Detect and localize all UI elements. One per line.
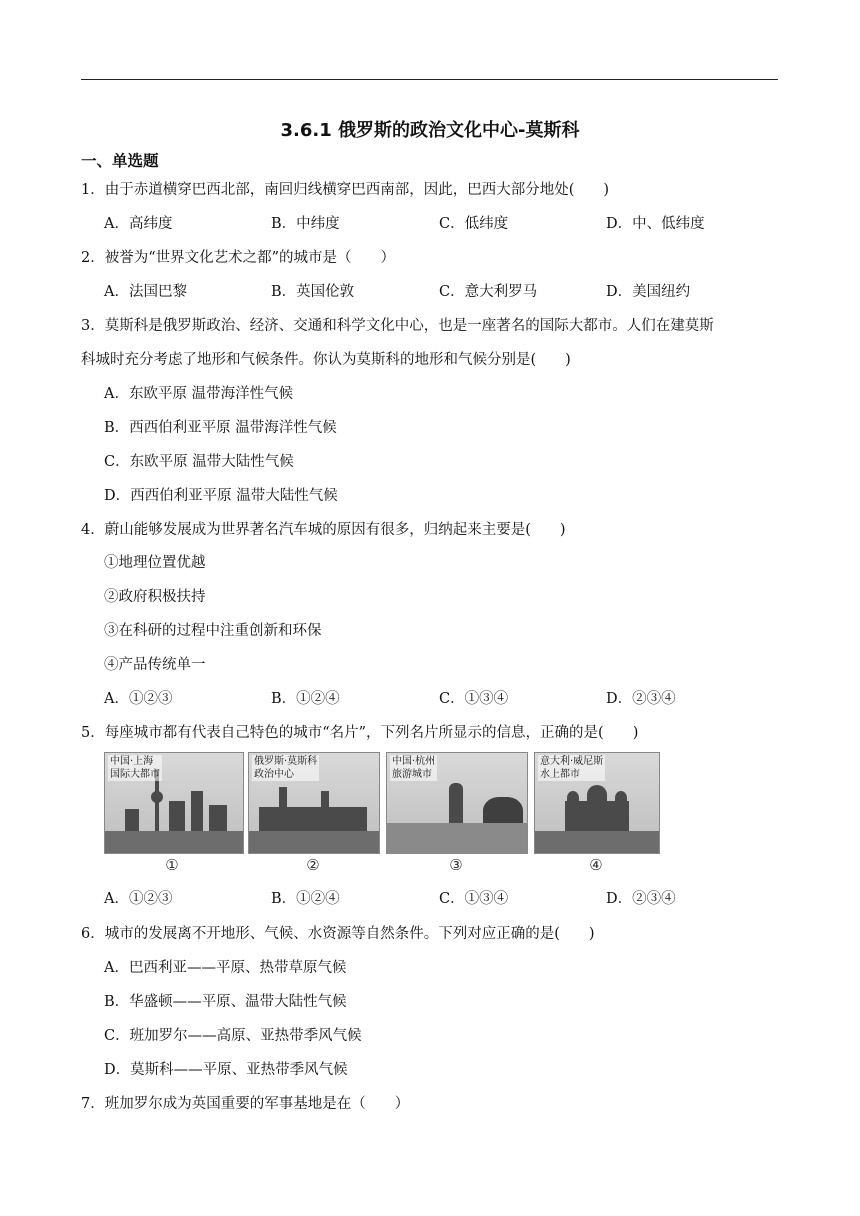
q5-option-b[interactable]: B．①②④ (271, 891, 340, 907)
q4-option-d[interactable]: D．②③④ (606, 691, 676, 707)
q4-option-b[interactable]: B．①②④ (271, 691, 340, 707)
q1-option-d[interactable]: D．中、低纬度 (606, 216, 705, 232)
photo-4-number: ④ (589, 856, 603, 874)
q5-option-c[interactable]: C．①③④ (439, 891, 509, 907)
q5-option-a[interactable]: A．①②③ (104, 891, 173, 907)
photo-2-number: ② (306, 856, 320, 874)
photo-2-caption: 俄罗斯·莫斯科 政治中心 (254, 756, 318, 780)
question-2: 2．被誉为“世界文化艺术之都”的城市是（ ） (81, 250, 396, 266)
q1-option-b[interactable]: B．中纬度 (271, 216, 340, 232)
photo-4-caption: 意大利·威尼斯 水上都市 (540, 756, 604, 780)
photo-shanghai (104, 752, 244, 854)
q3-option-d[interactable]: D．西西伯利亚平原 温带大陆性气候 (104, 488, 338, 504)
q4-item-1: ①地理位置优越 (104, 555, 206, 571)
q2-option-d[interactable]: D．美国纽约 (606, 284, 691, 300)
q2-option-a[interactable]: A．法国巴黎 (104, 284, 187, 300)
q6-option-c[interactable]: C．班加罗尔——高原、亚热带季风气候 (104, 1028, 362, 1044)
question-3-line-2: 科城时充分考虑了地形和气候条件。你认为莫斯科的地形和气候分别是( ) (81, 352, 571, 368)
q1-option-a[interactable]: A．高纬度 (104, 216, 173, 232)
question-4: 4．蔚山能够发展成为世界著名汽车城的原因有很多，归纳起来主要是( ) (81, 522, 566, 538)
photo-1-number: ① (165, 856, 179, 874)
q4-option-c[interactable]: C．①③④ (439, 691, 509, 707)
photo-1-caption: 中国·上海 国际大都市 (110, 756, 160, 780)
q5-option-d[interactable]: D．②③④ (606, 891, 676, 907)
question-5: 5．每座城市都有代表自己特色的城市“名片”，下列名片所显示的信息，正确的是( ) (81, 725, 639, 741)
question-6: 6．城市的发展离不开地形、气候、水资源等自然条件。下列对应正确的是( ) (81, 926, 595, 942)
header-rule (81, 79, 778, 80)
q6-option-a[interactable]: A．巴西利亚——平原、热带草原气候 (104, 960, 347, 976)
section-heading: 一、单选题 (81, 152, 159, 170)
question-7: 7．班加罗尔成为英国重要的军事基地是在（ ） (81, 1096, 410, 1112)
page-title: 3.6.1 俄罗斯的政治文化中心-莫斯科 (280, 120, 580, 141)
q4-item-3: ③在科研的过程中注重创新和环保 (104, 623, 322, 639)
q6-option-b[interactable]: B．华盛顿——平原、温带大陆性气候 (104, 994, 347, 1010)
city-photo-strip (104, 752, 660, 878)
photo-3-number: ③ (449, 856, 463, 874)
photo-hangzhou (386, 752, 528, 854)
q1-option-c[interactable]: C．低纬度 (439, 216, 509, 232)
q3-option-c[interactable]: C．东欧平原 温带大陆性气候 (104, 454, 294, 470)
q4-item-4: ④产品传统单一 (104, 657, 206, 673)
photo-3-caption: 中国·杭州 旅游城市 (392, 756, 436, 780)
q6-option-d[interactable]: D．莫斯科——平原、亚热带季风气候 (104, 1062, 348, 1078)
photo-venice (534, 752, 660, 854)
q3-option-b[interactable]: B．西西伯利亚平原 温带海洋性气候 (104, 420, 337, 436)
question-1: 1．由于赤道横穿巴西北部，南回归线横穿巴西南部，因此，巴西大部分地处( ) (81, 182, 610, 198)
q2-option-b[interactable]: B．英国伦敦 (271, 284, 355, 300)
q3-option-a[interactable]: A．东欧平原 温带海洋性气候 (104, 386, 294, 402)
q2-option-c[interactable]: C．意大利罗马 (439, 284, 538, 300)
q4-option-a[interactable]: A．①②③ (104, 691, 173, 707)
q4-item-2: ②政府积极扶持 (104, 589, 206, 605)
question-3-line-1: 3．莫斯科是俄罗斯政治、经济、交通和科学文化中心，也是一座著名的国际大都市。人们在建莫斯 (81, 318, 714, 334)
photo-moscow (248, 752, 380, 854)
